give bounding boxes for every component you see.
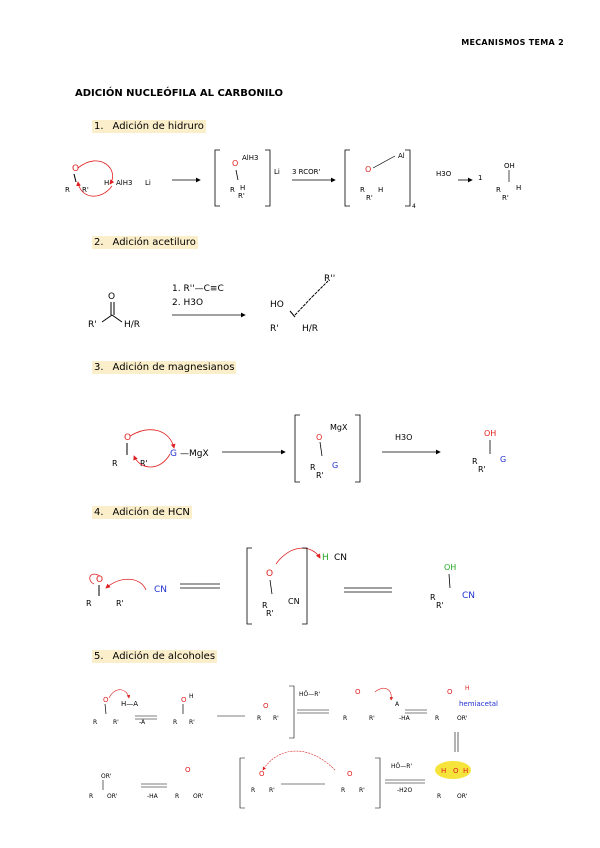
svg-text:O: O — [447, 688, 453, 696]
svg-text:R: R — [257, 715, 262, 722]
oxygen-atom: O — [72, 164, 80, 174]
page-title: ADICIÓN NUCLEÓFILA AL CARBONILO — [75, 88, 283, 99]
g-product: G — [500, 455, 507, 464]
svg-text:H: H — [189, 693, 194, 700]
carbonyl-oxygen: O — [108, 292, 116, 302]
svg-text:R: R — [310, 463, 316, 472]
section-1-heading — [92, 120, 206, 133]
svg-text:O: O — [316, 433, 323, 442]
section-5-heading — [92, 650, 217, 663]
section-label: Adición de hidruro — [112, 121, 204, 132]
r-group: R — [86, 599, 92, 608]
svg-text:R': R' — [359, 787, 365, 794]
svg-text:O: O — [453, 767, 459, 775]
svg-text:R: R — [435, 715, 440, 722]
mgx-complex: MgX — [330, 423, 348, 432]
alcohol-reagent-2: HÖ—R' — [391, 763, 413, 770]
acid-ha: H—A — [121, 700, 139, 708]
alh3-complex: AlH3 — [242, 154, 259, 162]
svg-text:O: O — [266, 569, 274, 579]
svg-text:O: O — [232, 159, 239, 168]
section-2-heading — [92, 236, 198, 249]
svg-text:R': R' — [316, 471, 324, 480]
section-label: Adición acetiluro — [112, 237, 196, 248]
section-label: Adición de HCN — [112, 507, 190, 518]
section-number: 4. — [94, 507, 104, 518]
h-or-r-group: H/R — [124, 320, 141, 330]
svg-text:O: O — [347, 770, 353, 778]
svg-text:G: G — [332, 461, 339, 470]
svg-text:OR': OR' — [457, 715, 468, 722]
svg-text:H: H — [463, 767, 469, 775]
r1-group: R' — [82, 186, 89, 194]
svg-text:O: O — [259, 770, 265, 778]
scheme-grignard — [90, 410, 530, 490]
svg-text:R': R' — [502, 194, 509, 202]
li-label: Li — [274, 168, 280, 176]
page-header: MECANISMOS TEMA 2 — [461, 38, 564, 47]
r1-group: R' — [88, 320, 97, 330]
svg-text:O: O — [124, 433, 132, 443]
svg-text:R: R — [341, 787, 346, 794]
svg-text:O: O — [355, 688, 361, 696]
scheme-alcohols — [85, 680, 545, 820]
acetal-or: OR' — [101, 773, 112, 780]
svg-text:R': R' — [238, 192, 245, 200]
scheme-acetylide — [80, 265, 410, 345]
svg-text:R': R' — [369, 715, 375, 722]
r1-group: R' — [116, 599, 124, 608]
svg-text:R: R — [230, 186, 235, 194]
svg-text:H: H — [240, 184, 246, 192]
svg-text:R: R — [496, 186, 501, 194]
section-number: 3. — [94, 362, 104, 373]
section-number: 2. — [94, 237, 104, 248]
svg-text:O: O — [263, 702, 269, 710]
li-counterion: Li — [145, 179, 151, 187]
svg-text:R': R' — [478, 465, 486, 474]
svg-text:O: O — [185, 766, 191, 774]
svg-text:R': R' — [113, 719, 119, 726]
subscript-four: 4 — [412, 203, 416, 210]
svg-text:H: H — [441, 767, 447, 775]
svg-text:R: R — [437, 793, 442, 800]
svg-text:R: R — [472, 457, 478, 466]
svg-text:H: H — [378, 186, 384, 194]
r-group: R — [112, 459, 118, 468]
h3o-reagent: H3O — [436, 170, 452, 178]
hcn-reagent: CN — [334, 553, 348, 563]
svg-text:OR': OR' — [193, 793, 204, 800]
svg-text:R: R — [89, 793, 94, 800]
svg-text:OR': OR' — [457, 793, 468, 800]
section-label: Adición de magnesianos — [112, 362, 235, 373]
r1-product: R' — [270, 324, 279, 334]
nucleophile-g: G — [170, 449, 177, 459]
r-group: R — [65, 186, 70, 194]
scheme-hydride — [60, 140, 560, 220]
svg-text:R: R — [430, 593, 436, 602]
svg-text:OR': OR' — [107, 793, 118, 800]
minus-a: -A — [139, 719, 146, 726]
step-reagent: 3 RCOR' — [292, 168, 321, 176]
hydroxyl: OH — [444, 563, 457, 572]
cn-product: CN — [462, 591, 476, 601]
reagent-step-2: 2. H3O — [172, 298, 204, 308]
r-double-prime: R'' — [324, 274, 336, 284]
hydroxyl: OH — [504, 162, 515, 170]
svg-text:R': R' — [189, 719, 195, 726]
section-4-heading — [92, 506, 192, 519]
svg-text:CN: CN — [288, 597, 300, 606]
minus-ha: -HA — [399, 715, 410, 722]
scheme-hcn — [80, 540, 500, 630]
minus-ha-2: -HA — [147, 793, 158, 800]
base-a: A — [395, 701, 400, 708]
hemiacetal-label: hemiacetal — [459, 700, 498, 708]
svg-text:H: H — [516, 184, 522, 192]
svg-text:O: O — [103, 696, 109, 704]
cyanide-ion: CN — [154, 585, 168, 595]
magnesium-halide: —MgX — [180, 449, 209, 459]
section-number: 1. — [94, 121, 104, 132]
reagent-step-1: 1. R''—C≡C — [172, 284, 224, 294]
h-or-r-product: H/R — [302, 324, 319, 334]
svg-text:O: O — [365, 165, 372, 174]
svg-text:O: O — [96, 575, 104, 585]
alh3-reagent: AlH3 — [116, 179, 133, 187]
svg-text:R: R — [262, 601, 268, 610]
svg-text:R: R — [343, 715, 348, 722]
section-number: 5. — [94, 651, 104, 662]
r1-group: R' — [140, 459, 148, 468]
equivalents: 1 — [478, 174, 483, 182]
svg-text:R: R — [360, 186, 365, 194]
svg-text:R: R — [251, 787, 256, 794]
h3o-reagent: H3O — [395, 433, 413, 442]
proton-h: H — [322, 553, 329, 563]
aluminium-atom: Al — [398, 152, 405, 160]
svg-text:R': R' — [366, 194, 373, 202]
hydride-h: H — [104, 179, 110, 187]
svg-text:R: R — [175, 793, 180, 800]
section-label: Adición de alcoholes — [112, 651, 216, 662]
section-3-heading — [92, 361, 236, 374]
svg-text:R': R' — [436, 601, 444, 610]
svg-text:R': R' — [269, 787, 275, 794]
hydroxyl: HO — [270, 300, 284, 310]
svg-text:R': R' — [266, 609, 274, 618]
proton-h-top: H — [465, 685, 470, 692]
alcohol-reagent: HÖ—R' — [299, 691, 321, 698]
svg-text:R: R — [173, 719, 178, 726]
hydroxyl: OH — [484, 429, 497, 438]
svg-text:R': R' — [273, 715, 279, 722]
svg-text:O: O — [181, 696, 187, 704]
minus-water: -H2O — [397, 787, 413, 794]
svg-text:R: R — [93, 719, 98, 726]
